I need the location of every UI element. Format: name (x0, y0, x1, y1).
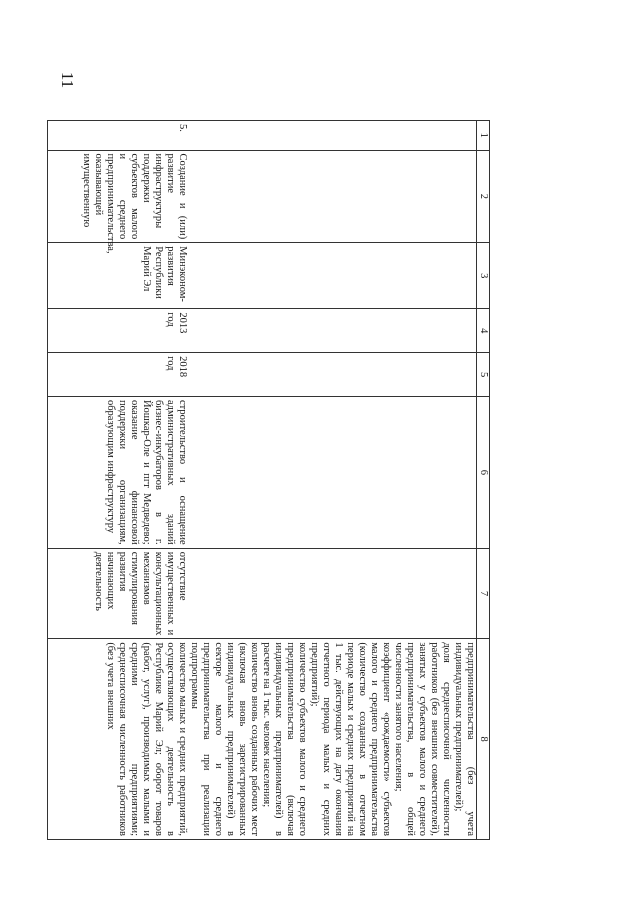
rotated-table-container (81, 120, 490, 840)
header-col-3: 3 (477, 243, 490, 309)
header-row (477, 121, 490, 840)
indicator-text: предпринимательства (без учета индивидуальных предпринимателей); (453, 642, 476, 836)
row-number: 5. (48, 121, 189, 151)
header-col-5: 5 (477, 353, 490, 397)
table-row-5 (48, 121, 189, 840)
header-col-1: 1 (477, 121, 490, 151)
consequences-cell: отсутствие имущественных и консультационных механизмов стимулирования развития начинающих деятельность (48, 548, 189, 639)
measure-name-cell: Создание и (или) развитие инфраструктуры поддержки субъектов малого и среднего предпринимательства, оказывающей имущественную (48, 150, 189, 243)
header-col-4: 4 (477, 309, 490, 353)
indicator-text: количество субъектов малого и среднего предпринимательства (включая индивидуальных предпринимателей) в расчете на 1 тыс. человек населения; (261, 642, 308, 836)
page-number: 11 (58, 71, 78, 89)
executor-cell: Минэконом-развития Республики Марий Эл (48, 243, 189, 309)
content-cell: строительство и оснащение административных зданий бизнес-инкубаторов в г. Йошкар-Оле и пгт Медведево; оказание финансовой поддержки организациям, образующим инфраструктуру (48, 396, 189, 548)
header-col-8: 8 (477, 639, 490, 840)
indicator-text: доля среднесписочной численности работников (без внешних совместителей), занятых у субъектов малого и среднего предпринимательства, в общей численности занятого населения; (393, 642, 452, 836)
header-col-7: 7 (477, 548, 490, 639)
table-row-continuation (188, 121, 477, 840)
indicators-continuation-cell (188, 639, 477, 840)
program-table (47, 120, 490, 840)
indicator-text: количество вновь созданных рабочих мест (включая вновь зарегистрированных индивидуальных предпринимателей) в секторе малого и среднего предпринимательства при реализации подпрограммы (189, 642, 260, 836)
indicator-text: коэффициент «рождаемости» субъектов малого и среднего предпринимательства (количество созданных в отчетном периоде малых и средних предприятий на 1 тыс. действующих на дату окончания отчетного периода малых и средних предприятий); (309, 642, 392, 836)
start-year-cell: 2013 год (48, 309, 189, 353)
header-col-2: 2 (477, 150, 490, 243)
indicators-cell: количество малых и средних предприятий, осуществляющих деятельность в Республике Марий Эл; оборот товаров (работ, услуг), производимых малыми и средними предприятиями; среднесписочная численность работников (без учета внешних (48, 639, 189, 840)
end-year-cell: 2018 год (48, 353, 189, 397)
header-col-6: 6 (477, 396, 490, 548)
